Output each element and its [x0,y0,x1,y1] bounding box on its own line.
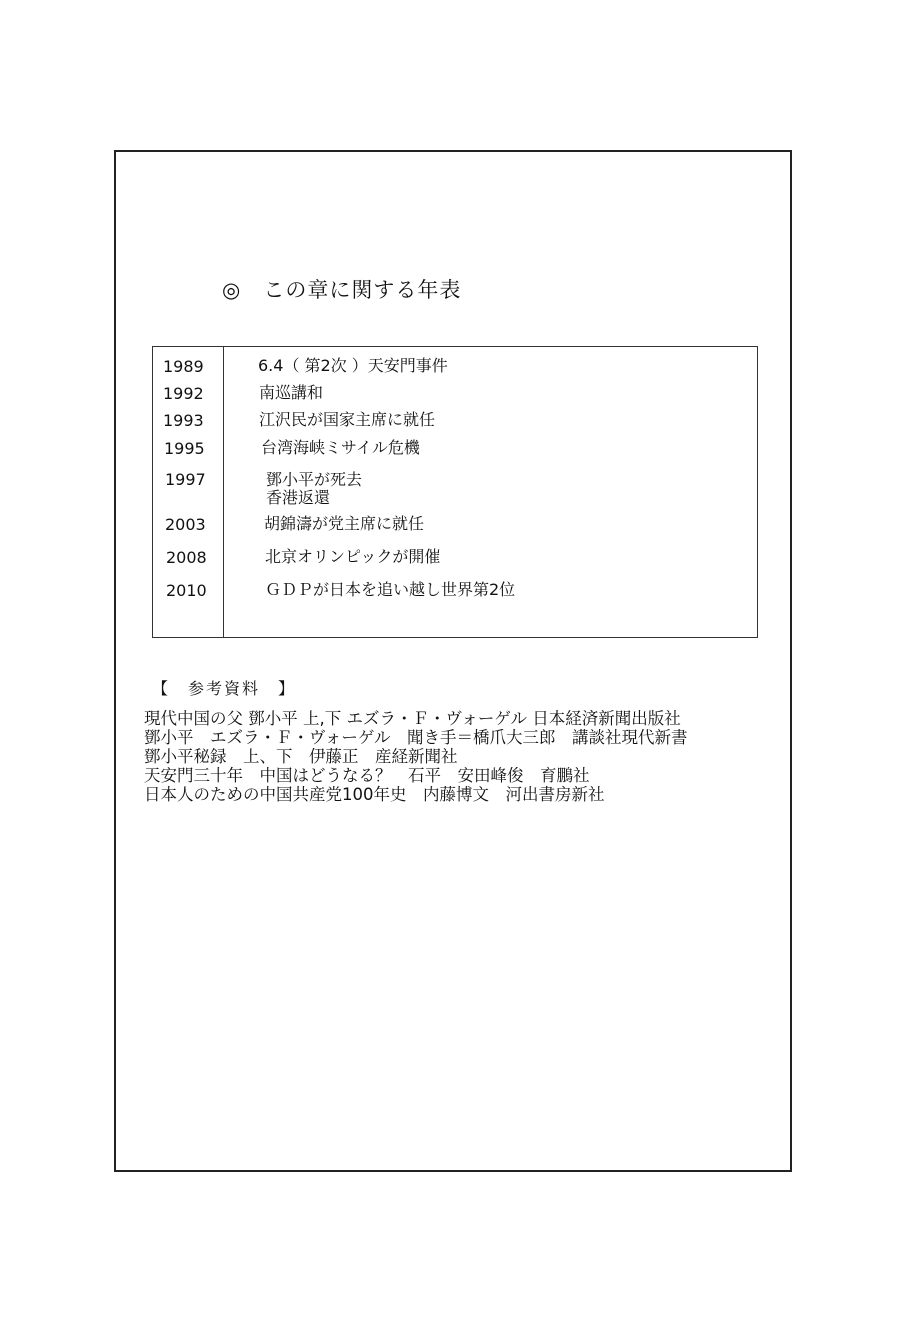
timeline-event: 台湾海峡ミサイル危機 [261,438,420,457]
timeline-event: 香港返還 [266,488,331,507]
timeline-event: 江沢民が国家主席に就任 [259,410,436,429]
timeline-year: 1993 [163,411,204,430]
timeline-divider [223,347,224,637]
timeline-event: 鄧小平が死去 [266,470,363,489]
reference-item: 鄧小平秘録 上、下 伊藤正 産経新聞社 [144,747,458,766]
timeline-year: 1992 [163,384,204,403]
reference-item: 現代中国の父 鄧小平 上,下 エズラ・Ｆ・ヴォーゲル 日本経済新聞出版社 [144,709,681,728]
references-list [144,709,688,804]
reference-item: 鄧小平 エズラ・Ｆ・ヴォーゲル 聞き手＝橋爪大三郎 講談社現代新書 [144,728,688,747]
timeline-event: 南巡講和 [259,383,324,402]
reference-item: 日本人のための中国共産党100年史 内藤博文 河出書房新社 [144,785,605,804]
timeline-year: 1989 [163,357,204,376]
timeline-year: 2008 [166,548,207,567]
timeline-year: 1995 [164,439,205,458]
timeline-year: 1997 [165,470,206,489]
reference-item: 天安門三十年 中国はどうなる？ 石平 安田峰俊 育鵬社 [144,766,590,785]
timeline-event: 胡錦濤が党主席に就任 [264,514,425,533]
timeline-event: 6.4（ 第2次 ）天安門事件 [258,356,448,375]
timeline-event: ＧＤＰが日本を追い越し世界第2位 [265,580,516,599]
chapter-title [222,274,461,304]
timeline-year: 2003 [165,515,206,534]
double-circle-icon: ◎ [222,278,242,302]
timeline-table [152,346,758,638]
timeline-year: 2010 [166,581,207,600]
references-heading: 【 参考資料 】 [152,679,297,698]
chapter-title-text: この章に関する年表 [263,278,462,302]
timeline-event: 北京オリンピックが開催 [265,547,441,566]
